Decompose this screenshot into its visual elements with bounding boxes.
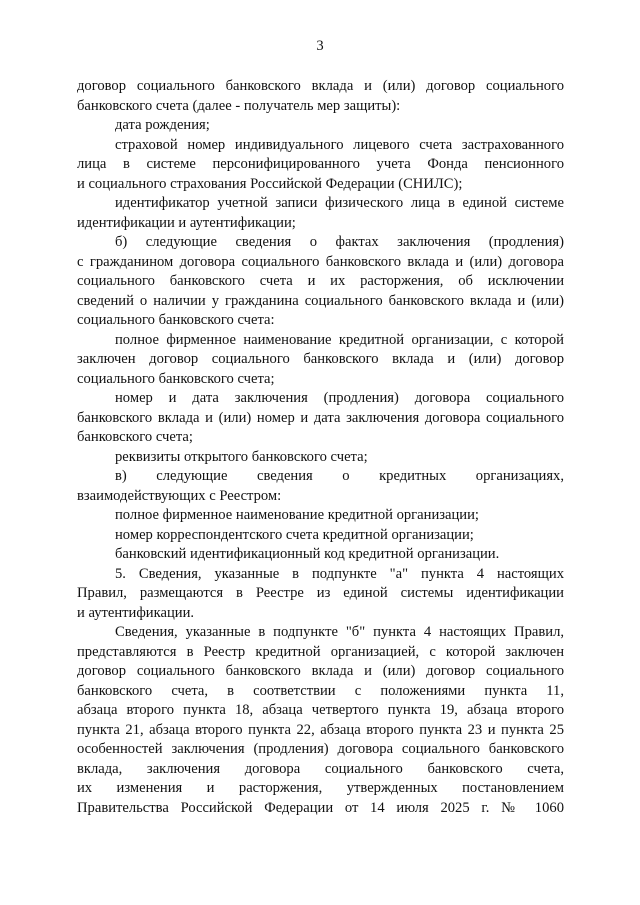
text-line: Правил, размещаются в Реестре из единой системы идентификации xyxy=(77,585,564,601)
document-body xyxy=(77,77,564,818)
text-line: абзаца второго пункта 18, абзаца четвертого пункта 19, абзаца второго xyxy=(77,702,564,718)
text-line: номер и дата заключения (продления) договора социального xyxy=(115,390,564,406)
text-line: лица в системе персонифицированного учета Фонда пенсионного xyxy=(77,156,564,172)
text-line: в) следующие сведения о кредитных организациях, xyxy=(115,468,564,484)
text-line: банковского счета; xyxy=(77,429,193,445)
text-line: Правительства Российской Федерации от 14 июля 2025 г. № 1060 xyxy=(77,799,564,816)
text-line: представляются в Реестр кредитной организацией, с которой заключен xyxy=(77,643,564,660)
text-line: Сведения, указанные в подпункте "б" пункта 4 настоящих Правил, xyxy=(115,624,564,640)
text-line: 5. Сведения, указанные в подпункте "а" пункта 4 настоящих xyxy=(115,565,564,582)
text-line: их изменения и расторжения, утвержденных постановлением xyxy=(77,780,564,796)
text-line: социального банковского счета и их расторжения, об исключении xyxy=(77,273,564,289)
text-line: сведений о наличии у гражданина социального банковского вклада и (или) xyxy=(77,292,564,309)
text-line: взаимодействующих с Реестром: xyxy=(77,487,282,504)
text-line: особенностей заключения (продления) договора социального банковского xyxy=(77,741,564,757)
text-line: социального банковского счета: xyxy=(77,312,275,328)
text-line: дата рождения; xyxy=(115,117,210,133)
text-line: реквизиты открытого банковского счета; xyxy=(115,448,368,465)
text-line: с гражданином договора социального банковского вклада и (или) договора xyxy=(77,253,564,270)
text-line: банковского вклада и (или) номер и дата заключения договора социального xyxy=(77,409,564,426)
text-line: и социального страхования Российской Федерации (СНИЛС); xyxy=(77,175,463,192)
text-line: полное фирменное наименование кредитной организации; xyxy=(115,507,479,523)
text-line: договор социального банковского вклада и (или) договор социального xyxy=(77,78,564,94)
text-line: заключен договор социального банковского вклада и (или) договор xyxy=(77,351,564,367)
text-line: банковского счета (далее - получатель мер защиты): xyxy=(77,97,401,114)
text-line: договор социального банковского вклада и (или) договор социального xyxy=(77,663,564,679)
text-line: и аутентификации. xyxy=(77,604,195,621)
text-line: полное фирменное наименование кредитной организации, с которой xyxy=(115,331,564,348)
text-line: номер корреспондентского счета кредитной организации; xyxy=(115,526,474,543)
text-line: б) следующие сведения о фактах заключения (продления) xyxy=(115,234,564,250)
text-line: страховой номер индивидуального лицевого счета застрахованного xyxy=(115,136,564,153)
page-number: 3 xyxy=(316,38,324,54)
text-line: банковский идентификационный код кредитной организации. xyxy=(115,546,500,562)
text-line: идентификатор учетной записи физического лица в единой системе xyxy=(115,195,564,211)
text-line: социального банковского счета; xyxy=(77,370,275,387)
text-line: пункта 21, абзаца второго пункта 22, абзаца второго пункта 23 и пункта 25 xyxy=(77,721,564,738)
text-line: вклада, заключения договора социального банковского счета, xyxy=(77,760,564,777)
text-line: банковского счета, в соответствии с положениями пункта 11, xyxy=(77,682,564,699)
text-line: идентификации и аутентификации; xyxy=(77,214,296,231)
